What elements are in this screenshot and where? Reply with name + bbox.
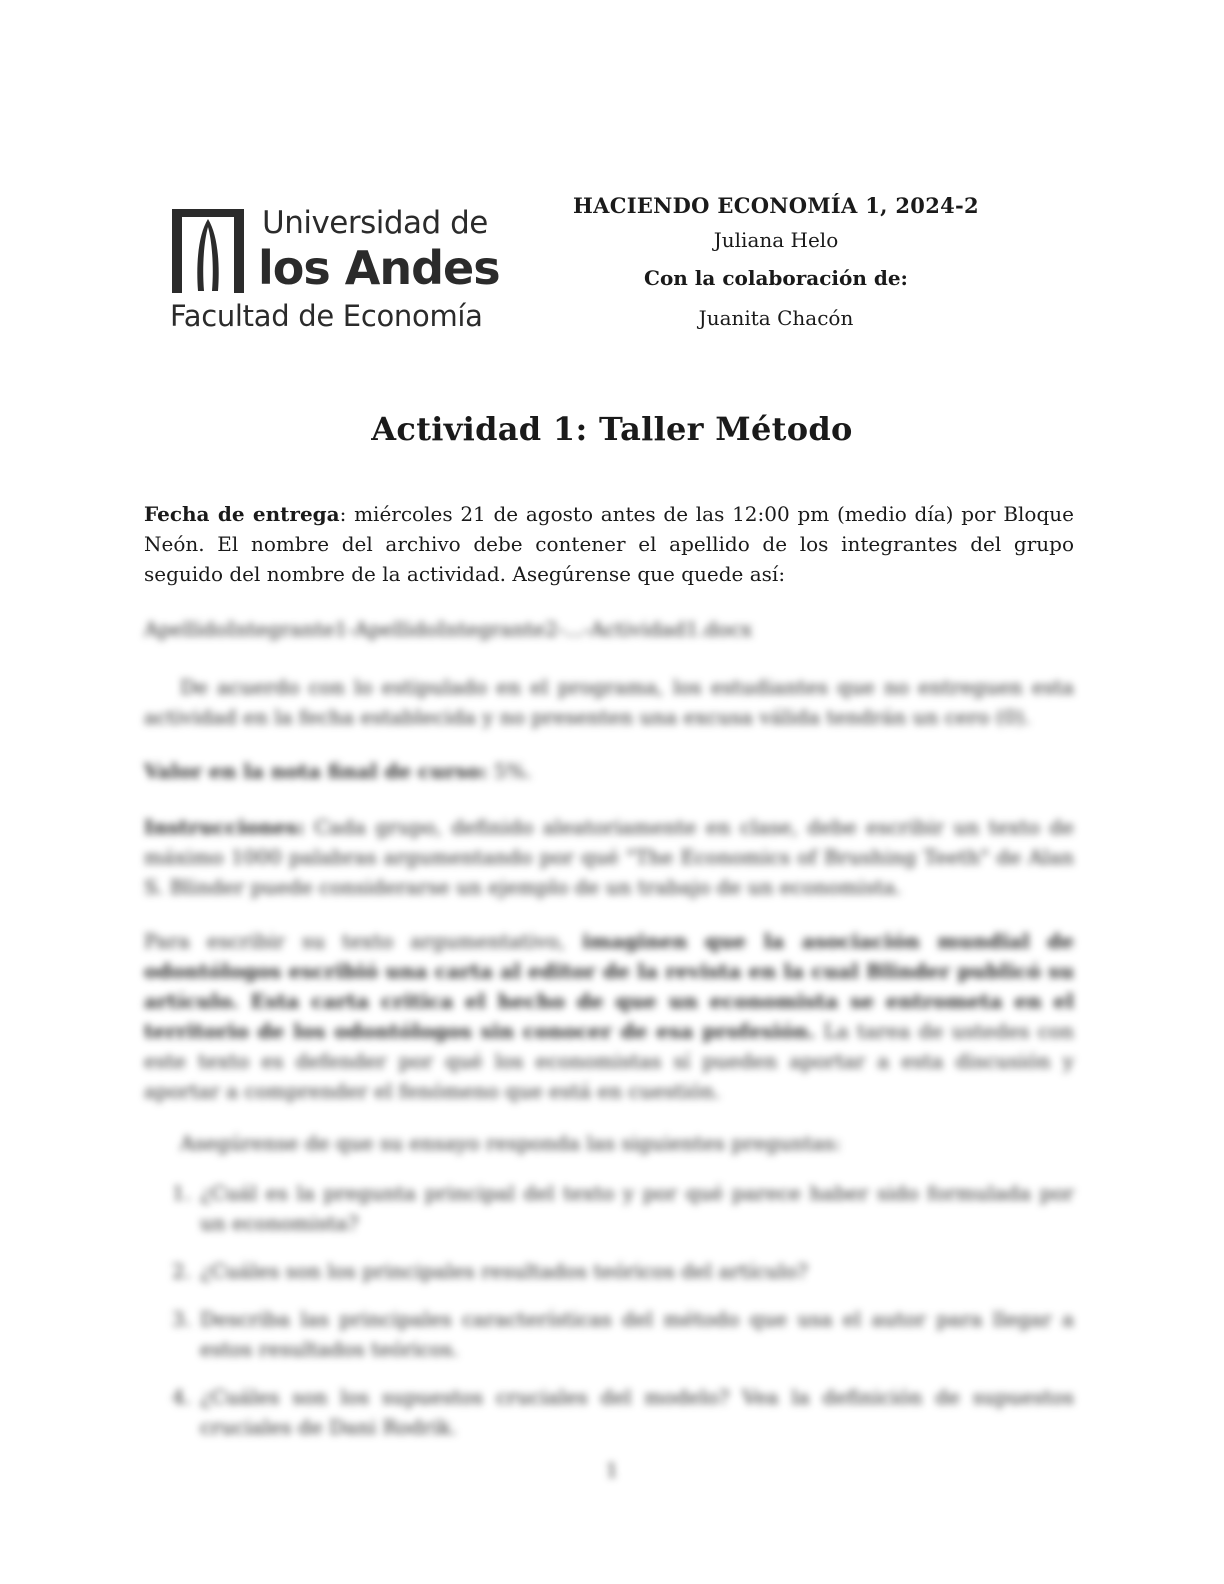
scenario-paragraph <box>144 926 1074 1106</box>
author-name: Juliana Helo <box>713 228 839 252</box>
grade-weight-label: Valor en la nota final de curso: <box>144 759 488 783</box>
list-item-number: 4. <box>172 1385 192 1409</box>
list-item-number: 3. <box>172 1307 192 1331</box>
list-item-number: 2. <box>172 1259 192 1283</box>
scenario-rest: La tarea de ustedes con este texto es defender por qué los economistas sí pueden aportar a esta discusión y aportar a comprender el fenómeno que está en cuestión. <box>144 1019 1075 1103</box>
list-item-text: ¿Cuál es la pregunta principal del texto y por qué parece haber sido formulada por un economista? <box>200 1181 1074 1235</box>
instructions-paragraph <box>144 812 1074 902</box>
list-item <box>144 1382 1074 1442</box>
list-item-number: 1. <box>172 1181 192 1205</box>
grade-weight <box>144 756 1074 786</box>
logo-university-text: Universidad de <box>262 205 488 241</box>
course-name: HACIENDO ECONOMÍA 1, 2024-2 <box>573 193 979 218</box>
list-item-text: ¿Cuáles son los supuestos cruciales del modelo? Vea la definición de supuestos cruciales de Dani Rodrik. <box>200 1385 1074 1439</box>
grade-weight-value: 5%. <box>493 759 532 783</box>
list-item-text: ¿Cuáles son los principales resultados teóricos del artículo? <box>200 1259 808 1283</box>
page-title: Actividad 1: Taller Método <box>371 410 853 448</box>
collaborator-name: Juanita Chacón <box>698 306 854 330</box>
list-item <box>144 1178 1074 1238</box>
deadline-paragraph <box>144 499 1074 589</box>
document-header <box>556 192 996 340</box>
logo-faculty-text: Facultad de Economía <box>170 299 483 333</box>
instructions-text: Cada grupo, definido aleatoriamente en clase, debe escribir un texto de máximo 1000 palabras argumentando por qué "The Economics of Brushing Teeth" de Alan S. Blinder puede considerarse un ejemplo de un trabajo de un economista. <box>144 815 1074 899</box>
scenario-intro: Para escribir su texto argumentativo, <box>144 929 566 953</box>
questions-intro: Asegúrense de que su ensayo responda las siguientes preguntas: <box>180 1131 842 1155</box>
university-crest-icon <box>168 205 248 297</box>
late-submission-rule: De acuerdo con lo estipulado en el programa, los estudiantes que no entreguen esta actividad en la fecha establecida y no presenten una excusa válida tendrán un cero (0). <box>144 675 1074 729</box>
page-number: 1 <box>605 1458 619 1482</box>
questions-list <box>144 1178 1074 1460</box>
filename-example: ApellidoIntegrante1-ApellidoIntegrante2-...-Actividad1.docx <box>144 617 753 641</box>
deadline-label: Fecha de entrega <box>144 502 340 526</box>
list-item <box>144 1256 1074 1286</box>
instructions-label: Instrucciones: <box>144 815 305 839</box>
logo-andes-text: los Andes <box>258 241 500 295</box>
university-logo <box>168 205 498 335</box>
deadline-text: : miércoles 21 de agosto antes de las 12:00 pm (medio día) por Bloque Neón. El nombre del archivo debe contener el apellido de los integrantes del grupo seguido del nombre de la actividad. Asegúrense que quede así: <box>144 502 1074 586</box>
scenario-bold: imaginen que la asociación mundial de odontólogos escribió una carta al editor de la revista en la cual Blinder publicó su artículo. Esta carta critica el hecho de que un economista se entrometa en el territorio de los odontólogos sin conocer de esa profesión. <box>144 929 1075 1043</box>
list-item <box>144 1304 1074 1364</box>
list-item-text: Describa las principales características del método que usa el autor para llegar a estos resultados teóricos. <box>200 1307 1074 1361</box>
collaboration-label: Con la colaboración de: <box>644 266 908 290</box>
